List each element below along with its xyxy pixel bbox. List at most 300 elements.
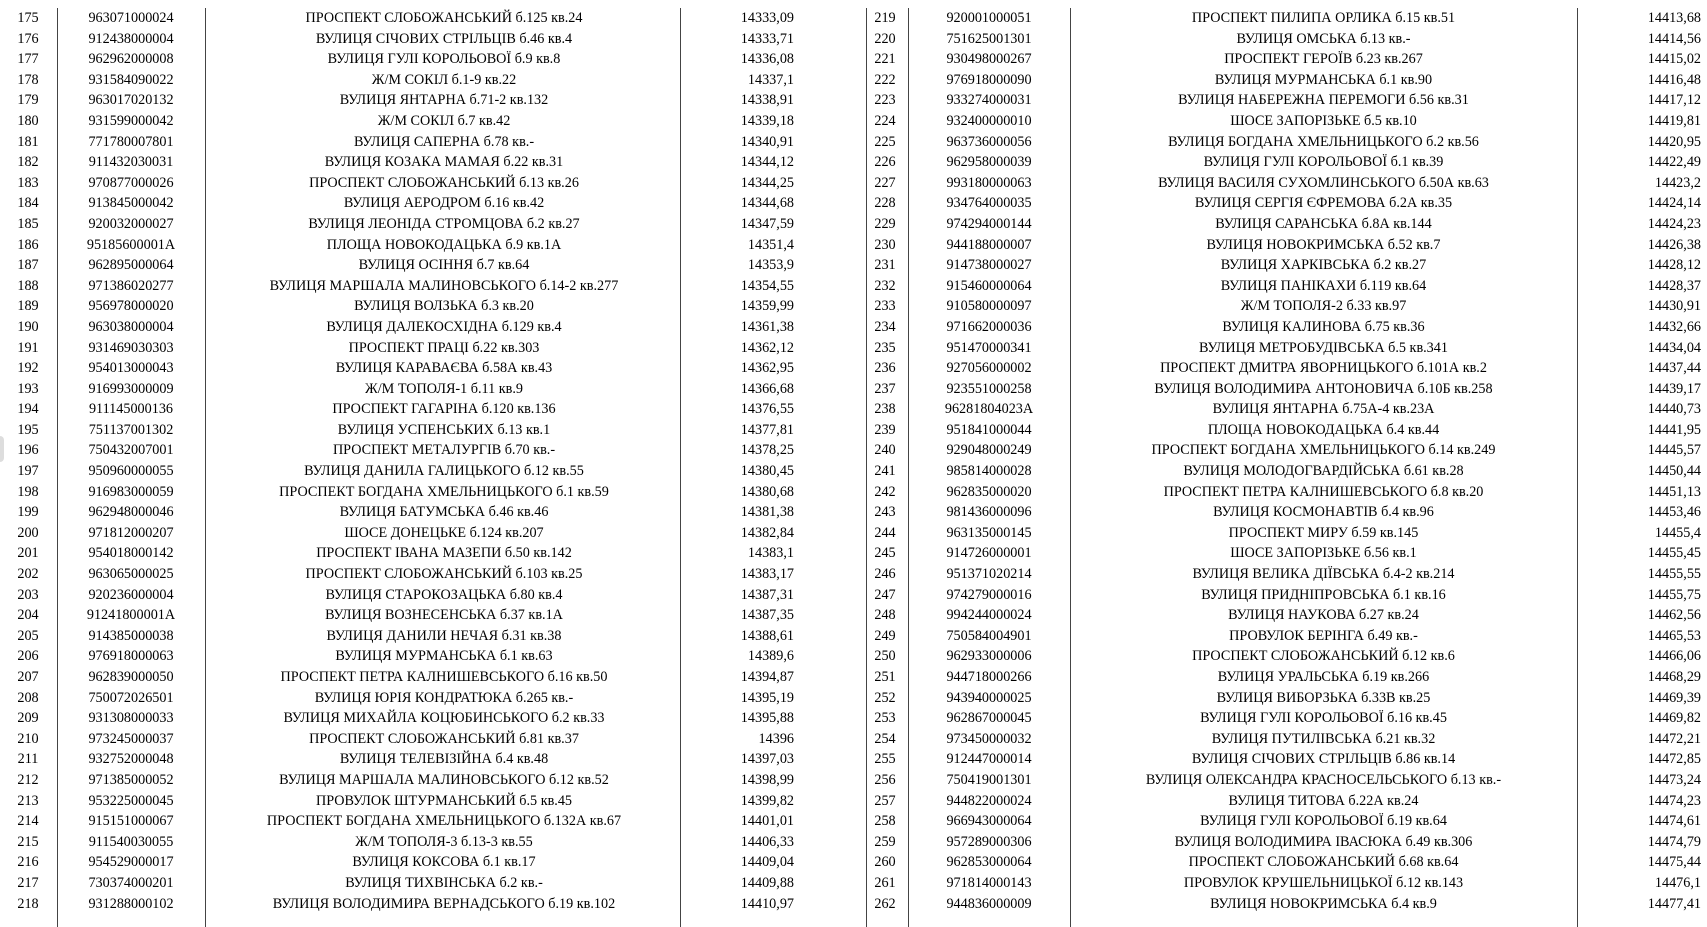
address: ВУЛИЦЯ ЯНТАРНА б.71-2 кв.132 (339, 92, 549, 109)
address: ПРОСПЕКТ МИРУ б.59 кв.145 (1228, 524, 1419, 541)
table-row (862, 379, 1707, 400)
table-row (862, 317, 1707, 338)
debt-amount: 14362,95 (740, 360, 794, 377)
row-number: 225 (874, 133, 896, 150)
debt-amount: 14422,49 (1647, 154, 1701, 171)
table-row (862, 49, 1707, 70)
address: ВУЛИЦЯ НАУКОВА б.27 кв.24 (1228, 607, 1419, 624)
row-number: 254 (874, 730, 896, 747)
row-number: 237 (874, 380, 896, 397)
address: ВУЛИЦЯ КОКСОВА б.1 кв.17 (352, 854, 536, 871)
account-number: 943940000025 (946, 689, 1032, 706)
column-divider (1070, 8, 1071, 927)
account-number: 932752000048 (88, 751, 174, 768)
account-number: 931599000042 (88, 112, 174, 129)
account-number: 971662000036 (946, 318, 1032, 335)
table-row (862, 420, 1707, 441)
account-number: 910580000097 (946, 298, 1032, 315)
debt-amount: 14419,81 (1647, 112, 1701, 129)
account-number: 931288000102 (88, 895, 174, 912)
row-number: 194 (17, 401, 39, 418)
account-number: 970877000026 (88, 174, 174, 191)
address: ВУЛИЦЯ СЕРГІЯ ЄФРЕМОВА б.2А кв.35 (1194, 195, 1453, 212)
account-number: 963065000025 (88, 566, 174, 583)
account-number: 920032000027 (88, 215, 174, 232)
account-number: 944822000024 (946, 792, 1032, 809)
account-number: 923551000258 (946, 380, 1032, 397)
address: ВУЛИЦЯ ХАРКІВСЬКА б.2 кв.27 (1220, 257, 1427, 274)
account-number: 974279000016 (946, 586, 1032, 603)
row-number: 229 (874, 215, 896, 232)
address: ПРОСПЕКТ ПРАЦІ б.22 кв.303 (348, 339, 540, 356)
row-number: 256 (874, 771, 896, 788)
table-row (862, 173, 1707, 194)
account-number: 911540030055 (88, 833, 174, 850)
account-number: 963038000004 (88, 318, 174, 335)
address: Ж/М СОКІЛ б.7 кв.42 (377, 112, 511, 129)
table-row (862, 729, 1707, 750)
row-number: 196 (17, 442, 39, 459)
debt-amount: 14333,71 (740, 30, 794, 47)
row-number: 211 (17, 751, 39, 768)
debt-amount: 14376,55 (740, 401, 794, 418)
account-number: 920236000004 (88, 586, 174, 603)
address: ПЛОЩА НОВОКОДАЦЬКА б.9 кв.1А (326, 236, 562, 253)
row-number: 246 (874, 566, 896, 583)
account-number: 933274000031 (946, 92, 1032, 109)
debt-amount: 14395,88 (740, 710, 794, 727)
account-number: 971386020277 (88, 277, 174, 294)
address: ВУЛИЦЯ КОСМОНАВТІВ б.4 кв.96 (1213, 504, 1434, 521)
account-number: 963135000145 (946, 524, 1032, 541)
address: ПРОСПЕКТ ДМИТРА ЯВОРНИЦЬКОГО б.101А кв.2 (1160, 360, 1487, 377)
address: ВУЛИЦЯ ПУТИЛІВСЬКА б.21 кв.32 (1211, 730, 1436, 747)
account-number: 976918000090 (946, 71, 1032, 88)
address: ПРОСПЕКТ БОГДАНА ХМЕЛЬНИЦЬКОГО б.1 кв.59 (279, 483, 609, 500)
account-number: 931308000033 (88, 710, 174, 727)
table-row (862, 152, 1707, 173)
address: ШОСЕ ЗАПОРІЗЬКЕ б.56 кв.1 (1230, 545, 1417, 562)
account-number: 913845000042 (88, 195, 174, 212)
debt-amount: 14474,23 (1647, 792, 1701, 809)
debt-amount: 14453,46 (1647, 504, 1701, 521)
debt-amount: 14380,68 (740, 483, 794, 500)
debt-amount: 14351,4 (747, 236, 794, 253)
address: ВУЛИЦЯ ЛЕОНІДА СТРОМЦОВА б.2 кв.27 (308, 215, 580, 232)
debt-amount: 14344,68 (740, 195, 794, 212)
row-number: 179 (17, 92, 39, 109)
row-number: 245 (874, 545, 896, 562)
debt-amount: 14409,88 (740, 874, 794, 891)
debt-amount: 14450,44 (1647, 463, 1701, 480)
row-number: 227 (874, 174, 896, 191)
address: ВУЛИЦЯ ДАНИЛА ГАЛИЦЬКОГО б.12 кв.55 (304, 463, 584, 480)
table-row (862, 132, 1707, 153)
table-row (862, 749, 1707, 770)
account-number: 916993000009 (88, 380, 174, 397)
row-number: 208 (17, 689, 39, 706)
address: ВУЛИЦЯ МУРМАНСЬКА б.1 кв.63 (335, 648, 553, 665)
account-number: 914726000001 (946, 545, 1032, 562)
account-number: 951470000341 (946, 339, 1032, 356)
account-number: 963736000056 (946, 133, 1032, 150)
row-number: 244 (874, 524, 896, 541)
debtor-table-right (862, 8, 1707, 914)
debt-amount: 14337,1 (747, 71, 794, 88)
row-number: 202 (17, 566, 39, 583)
account-number: 932400000010 (946, 112, 1032, 129)
row-number: 203 (17, 586, 39, 603)
account-number: 911432030031 (88, 154, 174, 171)
table-row (862, 276, 1707, 297)
debt-amount: 14406,33 (740, 833, 794, 850)
row-number: 261 (874, 874, 896, 891)
address: ПРОСПЕКТ МЕТАЛУРГІВ б.70 кв.- (332, 442, 556, 459)
table-row (862, 626, 1707, 647)
row-number: 198 (17, 483, 39, 500)
table-row (862, 338, 1707, 359)
address: ПРОСПЕКТ СЛОБОЖАНСЬКИЙ б.103 кв.25 (305, 566, 583, 583)
debt-amount: 14474,61 (1647, 813, 1701, 830)
debt-amount: 14414,56 (1647, 30, 1701, 47)
row-number: 262 (874, 895, 896, 912)
row-number: 189 (17, 298, 39, 315)
row-number: 251 (874, 669, 896, 685)
account-number: 750072026501 (88, 689, 174, 706)
address: ВУЛИЦЯ СІЧОВИХ СТРІЛЬЦІВ б.86 кв.14 (1191, 751, 1456, 768)
debt-amount: 14380,45 (740, 463, 794, 480)
address: ВУЛИЦЯ ПАНІКАХИ б.119 кв.64 (1220, 277, 1427, 294)
account-number: 951371020214 (946, 566, 1032, 583)
row-number: 200 (17, 524, 39, 541)
row-number: 252 (874, 689, 896, 706)
column-divider (1577, 8, 1578, 927)
debt-amount: 14462,56 (1647, 607, 1701, 624)
row-number: 236 (874, 360, 896, 377)
account-number: 920001000051 (946, 10, 1032, 26)
debt-amount: 14468,29 (1647, 669, 1701, 685)
row-number: 242 (874, 483, 896, 500)
table-row (862, 461, 1707, 482)
debt-amount: 14472,21 (1647, 730, 1701, 747)
row-number: 180 (17, 112, 39, 129)
row-number: 224 (874, 112, 896, 129)
debt-amount: 14382,84 (740, 524, 794, 541)
column-divider (908, 8, 909, 927)
debt-amount: 14455,4 (1654, 524, 1701, 541)
table-row (862, 873, 1707, 894)
debt-amount: 14396 (758, 730, 794, 747)
row-number: 220 (874, 30, 896, 47)
row-number: 210 (17, 730, 39, 747)
debt-amount: 14415,02 (1647, 51, 1701, 68)
row-number: 205 (17, 627, 39, 644)
account-number: 966943000064 (946, 813, 1032, 830)
debt-amount: 14387,35 (740, 607, 794, 624)
row-number: 255 (874, 751, 896, 768)
account-number: 771780007801 (88, 133, 174, 150)
row-number: 214 (17, 813, 39, 830)
debt-amount: 14455,55 (1647, 566, 1701, 583)
debt-amount: 14472,85 (1647, 751, 1701, 768)
row-number: 257 (874, 792, 896, 809)
address: ВУЛИЦЯ ОЛЕКСАНДРА КРАСНОСЕЛЬСЬКОГО б.13 кв.- (1145, 771, 1502, 788)
address: ВУЛИЦЯ КАРАВАЄВА б.58А кв.43 (335, 360, 553, 377)
debt-amount: 14377,81 (740, 421, 794, 438)
account-number: 951841000044 (946, 421, 1032, 438)
debt-amount: 14466,06 (1647, 648, 1701, 665)
table-row (862, 255, 1707, 276)
address: ПРОВУЛОК КРУШЕЛЬНИЦЬКОЇ б.12 кв.143 (1183, 874, 1464, 891)
row-number: 259 (874, 833, 896, 850)
debt-amount: 14423,2 (1654, 174, 1701, 191)
account-number: 912447000014 (946, 751, 1032, 768)
row-number: 192 (17, 360, 39, 377)
address: ВУЛИЦЯ САРАНСЬКА б.8А кв.144 (1215, 215, 1432, 232)
address: ВУЛИЦЯ ГУЛІ КОРОЛЬОВОЇ б.19 кв.64 (1200, 813, 1447, 830)
account-number: 751137001302 (88, 421, 174, 438)
column-divider (866, 8, 867, 927)
address: ВУЛИЦЯ ОМСЬКА б.13 кв.- (1236, 30, 1411, 47)
address: ВУЛИЦЯ МУРМАНСЬКА б.1 кв.90 (1214, 71, 1433, 88)
address: ВУЛИЦЯ НОВОКРИМСЬКА б.4 кв.9 (1210, 895, 1437, 912)
debt-amount: 14359,99 (740, 298, 794, 315)
table-row (862, 90, 1707, 111)
address: ВУЛИЦЯ БОГДАНА ХМЕЛЬНИЦЬКОГО б.2 кв.56 (1168, 133, 1479, 150)
address: ВУЛИЦЯ ДАНИЛИ НЕЧАЯ б.31 кв.38 (326, 627, 562, 644)
address: ВУЛИЦЯ НАБЕРЕЖНА ПЕРЕМОГИ б.56 кв.31 (1178, 92, 1469, 109)
table-row (862, 440, 1707, 461)
account-number: 930498000267 (946, 51, 1032, 68)
account-number: 950960000055 (88, 463, 174, 480)
table-row (862, 523, 1707, 544)
row-number: 248 (874, 607, 896, 624)
address: ВУЛИЦЯ ОСІННЯ б.7 кв.64 (358, 257, 530, 274)
account-number: 911145000136 (88, 401, 174, 418)
address: ПРОСПЕКТ СЛОБОЖАНСЬКИЙ б.13 кв.26 (309, 174, 579, 191)
row-number: 207 (17, 669, 39, 685)
account-number: 750432007001 (88, 442, 174, 459)
row-number: 241 (874, 463, 896, 480)
account-number: 914738000027 (946, 257, 1032, 274)
table-row (862, 543, 1707, 564)
table-row (862, 564, 1707, 585)
column-divider (205, 8, 206, 927)
address: ВУЛИЦЯ УСПЕНСЬКИХ б.13 кв.1 (337, 421, 551, 438)
row-number: 234 (874, 318, 896, 335)
debt-amount: 14445,57 (1647, 442, 1701, 459)
address: ШОСЕ ДОНЕЦЬКЕ б.124 кв.207 (344, 524, 544, 541)
account-number: 929048000249 (946, 442, 1032, 459)
table-row (862, 688, 1707, 709)
account-number: 934764000035 (946, 195, 1032, 212)
account-number: 962867000045 (946, 710, 1032, 727)
debt-amount: 14413,68 (1647, 10, 1701, 26)
debt-amount: 14398,99 (740, 771, 794, 788)
account-number: 751625001301 (946, 30, 1032, 47)
debt-amount: 14387,31 (740, 586, 794, 603)
row-number: 195 (17, 421, 39, 438)
account-number: 914385000038 (88, 627, 174, 644)
table-row (862, 358, 1707, 379)
account-number: 915151000067 (88, 813, 174, 830)
debt-amount: 14378,25 (740, 442, 794, 459)
debt-amount: 14333,09 (740, 10, 794, 26)
account-number: 912438000004 (88, 30, 174, 47)
address: Ж/М СОКІЛ б.1-9 кв.22 (371, 71, 517, 88)
row-number: 258 (874, 813, 896, 830)
account-number: 927056000002 (946, 360, 1032, 377)
address: ВУЛИЦЯ ВАСИЛЯ СУХОМЛИНСЬКОГО б.50А кв.63 (1158, 174, 1489, 191)
row-number: 199 (17, 504, 39, 521)
account-number: 994244000024 (946, 607, 1032, 624)
debt-amount: 14437,44 (1647, 360, 1701, 377)
address: ВУЛИЦЯ АЕРОДРОМ б.16 кв.42 (343, 195, 545, 212)
row-number: 243 (874, 504, 896, 521)
account-number: 974294000144 (946, 215, 1032, 232)
address: ВУЛИЦЯ ЮРІЯ КОНДРАТЮКА б.265 кв.- (314, 689, 574, 706)
column-divider (57, 8, 58, 927)
address: ВУЛИЦЯ ВОЛОДИМИРА ВЕРНАДСЬКОГО б.19 кв.102 (272, 895, 616, 912)
account-number: 730374000201 (88, 874, 174, 891)
address: ВУЛИЦЯ ВОЗНЕСЕНСЬКА б.37 кв.1А (325, 607, 563, 624)
table-row (862, 482, 1707, 503)
account-number: 954018000142 (88, 545, 174, 562)
address: ВУЛИЦЯ СІЧОВИХ СТРІЛЬЦІВ б.46 кв.4 (315, 30, 573, 47)
row-number: 218 (17, 895, 39, 912)
debt-amount: 14366,68 (740, 380, 794, 397)
account-number: 750584004901 (946, 627, 1032, 644)
debt-amount: 14383,17 (740, 566, 794, 583)
address: ВУЛИЦЯ ВЕЛИКА ДІЇВСЬКА б.4-2 кв.214 (1192, 566, 1455, 583)
address: ВУЛИЦЯ ГУЛІ КОРОЛЬОВОЇ б.16 кв.45 (1200, 710, 1447, 727)
debt-amount: 14465,53 (1647, 627, 1701, 644)
debt-amount: 14397,03 (740, 751, 794, 768)
table-row (862, 791, 1707, 812)
debt-amount: 14426,38 (1647, 236, 1701, 253)
address: ВУЛИЦЯ МОЛОДОГВАРДІЙСЬКА б.61 кв.28 (1183, 463, 1464, 480)
account-number: 954529000017 (88, 854, 174, 871)
account-number: 962853000064 (946, 854, 1032, 871)
row-number: 232 (874, 277, 896, 294)
debt-amount: 14473,24 (1647, 771, 1701, 788)
debt-amount: 14430,91 (1647, 298, 1701, 315)
account-number: 973245000037 (88, 730, 174, 747)
debt-amount: 14477,41 (1647, 895, 1701, 912)
debt-amount: 14354,55 (740, 277, 794, 294)
table-row (862, 70, 1707, 91)
row-number: 228 (874, 195, 896, 212)
row-number: 222 (874, 71, 896, 88)
table-row (862, 585, 1707, 606)
account-number: 976918000063 (88, 648, 174, 665)
address: ВУЛИЦЯ ВОЛОДИМИРА ІВАСЮКА б.49 кв.306 (1174, 833, 1473, 850)
debt-amount: 14432,66 (1647, 318, 1701, 335)
debt-amount: 14440,73 (1647, 401, 1701, 418)
address: ВУЛИЦЯ ГУЛІ КОРОЛЬОВОЇ б.9 кв.8 (327, 51, 561, 68)
table-row (862, 502, 1707, 523)
debt-amount: 14441,95 (1647, 421, 1701, 438)
account-number: 95185600001A (86, 236, 176, 253)
account-number: 96281804023A (944, 401, 1034, 418)
column-divider (680, 8, 681, 927)
table-row (862, 708, 1707, 729)
account-number: 962948000046 (88, 504, 174, 521)
account-number: 971385000052 (88, 771, 174, 788)
table-row (862, 667, 1707, 688)
address: ВУЛИЦЯ ЯНТАРНА б.75А-4 кв.23А (1212, 401, 1435, 418)
table-row (862, 235, 1707, 256)
address: ВУЛИЦЯ ПРИДНІПРОВСЬКА б.1 кв.16 (1201, 586, 1446, 603)
address: ПРОСПЕКТ ІВАНА МАЗЕПИ б.50 кв.142 (316, 545, 572, 562)
address: ВУЛИЦЯ МАРШАЛА МАЛИНОВСЬКОГО б.14-2 кв.277 (269, 277, 619, 294)
debt-amount: 14420,95 (1647, 133, 1701, 150)
row-number: 204 (17, 607, 39, 624)
row-number: 239 (874, 421, 896, 438)
address: ПРОСПЕКТ ГАГАРІНА б.120 кв.136 (332, 401, 556, 418)
address: ПРОСПЕКТ СЛОБОЖАНСЬКИЙ б.68 кв.64 (1188, 854, 1459, 871)
row-number: 190 (17, 318, 39, 335)
address: ПРОСПЕКТ СЛОБОЖАНСЬКИЙ б.125 кв.24 (305, 10, 583, 26)
debt-amount: 14455,75 (1647, 586, 1701, 603)
row-number: 197 (17, 463, 39, 480)
address: ШОСЕ ЗАПОРІЗЬКЕ б.5 кв.10 (1230, 112, 1417, 129)
address: ВУЛИЦЯ ВОЛЗЬКА б.3 кв.20 (354, 298, 534, 315)
debt-amount: 14344,25 (740, 174, 794, 191)
address: ВУЛИЦЯ САПЕРНА б.78 кв.- (353, 133, 535, 150)
address: ПРОСПЕКТ СЛОБОЖАНСЬКИЙ б.12 кв.6 (1192, 648, 1455, 665)
account-number: 962933000006 (946, 648, 1032, 665)
debt-amount: 14339,18 (740, 112, 794, 129)
row-number: 253 (874, 710, 896, 727)
address: ПРОВУЛОК БЕРІНГА б.49 кв.- (1229, 627, 1418, 644)
table-row (862, 111, 1707, 132)
table-row (862, 770, 1707, 791)
table-row (862, 399, 1707, 420)
debt-amount: 14469,82 (1647, 710, 1701, 727)
address: ВУЛИЦЯ УРАЛЬСЬКА б.19 кв.266 (1217, 669, 1430, 685)
row-number: 249 (874, 627, 896, 644)
row-number: 230 (874, 236, 896, 253)
address: ПРОСПЕКТ БОГДАНА ХМЕЛЬНИЦЬКОГО б.132А кв.67 (266, 813, 622, 830)
address: ПРОСПЕКТ ПИЛИПА ОРЛИКА б.15 кв.51 (1191, 10, 1456, 26)
debt-amount: 14388,61 (740, 627, 794, 644)
debt-amount: 14475,44 (1647, 854, 1701, 871)
row-number: 238 (874, 401, 896, 418)
account-number: 963071000024 (88, 10, 174, 26)
account-number: 962835000020 (946, 483, 1032, 500)
address: ВУЛИЦЯ ДАЛЕКОСХІДНА б.129 кв.4 (326, 318, 562, 335)
table-row (862, 852, 1707, 873)
account-number: 91241800001A (86, 607, 176, 624)
debtor-table-right-body (862, 8, 1707, 914)
address: ПРОСПЕКТ ПЕТРА КАЛНИШЕВСЬКОГО б.16 кв.50 (280, 669, 608, 685)
row-number: 247 (874, 586, 896, 603)
account-number: 953225000045 (88, 792, 174, 809)
row-number: 185 (17, 215, 39, 232)
row-number: 213 (17, 792, 39, 809)
account-number: 944188000007 (946, 236, 1032, 253)
debt-amount: 14424,14 (1647, 195, 1701, 212)
account-number: 931469030303 (88, 339, 174, 356)
row-number: 177 (17, 51, 39, 68)
address: ВУЛИЦЯ ТИХВІНСЬКА б.2 кв.- (345, 874, 543, 891)
table-row (862, 29, 1707, 50)
debt-amount: 14383,1 (747, 545, 794, 562)
table-row (862, 646, 1707, 667)
address: ВУЛИЦЯ ВОЛОДИМИРА АНТОНОВИЧА б.10Б кв.258 (1154, 380, 1493, 397)
debt-amount: 14340,91 (740, 133, 794, 150)
